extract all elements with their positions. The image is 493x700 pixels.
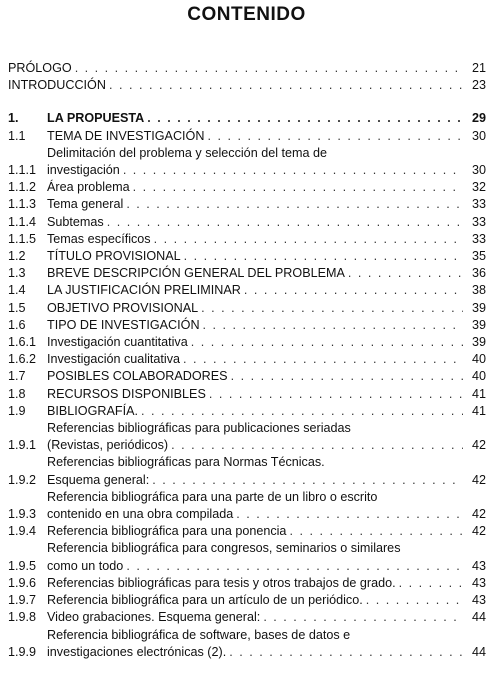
toc-page-number: 33: [471, 214, 486, 229]
toc-entry-number: 1.9.7: [8, 593, 37, 608]
toc-entry-title-line: Referencia bibliográfica para congresos, seminarios o similares: [47, 541, 401, 556]
toc-entry: [8, 300, 486, 317]
toc-entry-title: Tema general: [47, 197, 124, 212]
toc-entry-number: 1.8: [8, 386, 26, 401]
toc-page-number: 43: [471, 558, 486, 573]
leader-dots: [191, 334, 463, 351]
toc-page-number: 36: [471, 266, 486, 281]
leader-dots: [348, 265, 463, 282]
toc-entry-body: [47, 196, 466, 213]
leader-dots: [231, 368, 463, 385]
toc-entry-title: POSIBLES COLABORADORES: [47, 369, 228, 384]
toc-page-number: 40: [471, 369, 486, 384]
toc-entry-number: 1.1.3: [8, 197, 37, 212]
toc-entry-last-line: [47, 265, 466, 282]
table-of-contents: [8, 60, 486, 661]
toc-entry-number: 1.6.2: [8, 352, 37, 367]
toc-entry-last-line: [47, 351, 466, 368]
toc-entry: [8, 282, 486, 299]
toc-entry: [8, 231, 486, 248]
toc-page-number: 40: [471, 352, 486, 367]
toc-entry-number: 1.9.3: [8, 507, 37, 522]
leader-dots: [263, 609, 463, 626]
toc-page-number: 43: [471, 575, 486, 590]
toc-page-number: 38: [471, 283, 486, 298]
toc-page-number: 29: [471, 111, 486, 126]
toc-entry: [8, 627, 486, 661]
toc-page-number: 44: [471, 610, 486, 625]
toc-entry-body: [47, 317, 466, 334]
leader-dots: [123, 162, 463, 179]
toc-entry-number: 1.9.8: [8, 610, 37, 625]
toc-entry-title-line: Delimitación del problema y selección del tema de: [47, 145, 328, 160]
toc-entry-number: 1.1: [8, 128, 26, 143]
toc-entry-body: [47, 248, 466, 265]
leader-dots: [133, 179, 463, 196]
toc-entry-title-line: Referencia bibliográfica para una parte de un libro o escrito: [47, 489, 378, 504]
toc-entry: [8, 403, 486, 420]
toc-entry-body: [47, 231, 466, 248]
leader-dots: [147, 110, 463, 127]
toc-entry-last-line: [47, 437, 466, 454]
toc-entry-body: [47, 300, 466, 317]
leader-dots: [141, 403, 463, 420]
toc-entry-title-line: Referencia bibliográfica de software, bases de datos e: [47, 627, 351, 642]
toc-entry-title: TIPO DE INVESTIGACIÓN: [47, 317, 200, 332]
toc-entry-body: [47, 368, 466, 385]
toc-entry-number: 1.1.5: [8, 231, 37, 246]
toc-entry: [8, 575, 486, 592]
toc-entry-body: [47, 334, 466, 351]
toc-entry-number: 1.1.2: [8, 180, 37, 195]
toc-entry-title: OBJETIVO PROVISIONAL: [47, 300, 199, 315]
toc-entry-title: LA PROPUESTA: [47, 111, 145, 126]
toc-entry-body: [47, 214, 466, 231]
toc-entry-title: (Revistas, periódicos): [47, 438, 169, 453]
toc-entry-last-line: [47, 403, 466, 420]
toc-entry-number: 1.9.2: [8, 472, 37, 487]
leader-dots: [289, 523, 463, 540]
toc-entry-title: RECURSOS DISPONIBLES: [47, 386, 206, 401]
toc-entry-title: INTRODUCCIÓN: [8, 78, 106, 93]
toc-page-number: 39: [471, 300, 486, 315]
toc-entry-last-line: [47, 300, 466, 317]
toc-entry-last-line: [47, 334, 466, 351]
leader-dots: [236, 506, 463, 523]
toc-entry-title: Investigación cuantitativa: [47, 335, 188, 350]
toc-entry-number: 1.6: [8, 317, 26, 332]
toc-entry-number: 1.9.4: [8, 524, 37, 539]
toc-entry-number: 1.5: [8, 300, 26, 315]
toc-entry-number: 1.3: [8, 266, 26, 281]
toc-entry-body: [47, 627, 466, 661]
toc-page-number: 43: [471, 593, 486, 608]
toc-entry: [8, 196, 486, 213]
leader-dots: [183, 351, 463, 368]
leader-dots: [201, 300, 463, 317]
toc-entry-title: Referencia bibliográfica para un artículo de un periódico.: [47, 593, 363, 608]
toc-entry-body: [47, 179, 466, 196]
toc-page-number: 21: [471, 61, 486, 75]
toc-entry-title: contenido en una obra compilada: [47, 507, 234, 522]
toc-entry-title: TÍTULO PROVISIONAL: [47, 249, 181, 264]
toc-entry-body: [47, 386, 466, 403]
toc-page-number: 23: [471, 78, 486, 93]
toc-entry: [8, 523, 486, 540]
section-gap: [8, 94, 486, 110]
toc-entry: [8, 179, 486, 196]
leader-dots: [207, 128, 463, 145]
toc-entry-last-line: [47, 368, 466, 385]
leader-dots: [75, 60, 463, 77]
toc-entry-last-line: [47, 472, 466, 489]
toc-entry-body: [8, 60, 466, 77]
toc-page-number: 33: [471, 197, 486, 212]
toc-entry-title: Investigación cualitativa: [47, 352, 181, 367]
toc-entry-title: TEMA DE INVESTIGACIÓN: [47, 128, 205, 143]
leader-dots: [203, 317, 463, 334]
toc-entry-title: Video grabaciones. Esquema general:: [47, 610, 261, 625]
toc-page-number: 42: [471, 524, 486, 539]
toc-entry-body: [47, 575, 466, 592]
toc-entry-body: [47, 420, 466, 454]
toc-entry: [8, 368, 486, 385]
toc-entry-last-line: [47, 248, 466, 265]
toc-entry-body: [47, 540, 466, 574]
toc-entry-title: BREVE DESCRIPCIÓN GENERAL DEL PROBLEMA: [47, 266, 345, 281]
toc-page-number: 42: [471, 438, 486, 453]
toc-entry-body: [47, 609, 466, 626]
toc-entry-title: Referencia bibliográfica para una ponencia: [47, 524, 287, 539]
toc-entry-number: 1.4: [8, 283, 26, 298]
leader-dots: [399, 575, 463, 592]
toc-entry-number: 1.: [8, 111, 19, 126]
toc-entry: [8, 110, 486, 127]
toc-front-entry: [8, 60, 486, 77]
leader-dots: [126, 196, 463, 213]
toc-entry-last-line: [47, 523, 466, 540]
toc-entry-body: [47, 489, 466, 523]
toc-entry-last-line: [47, 609, 466, 626]
toc-entry-body: [47, 351, 466, 368]
toc-page-number: 41: [471, 386, 486, 401]
toc-entry-number: 1.9.1: [8, 438, 37, 453]
toc-entry: [8, 454, 486, 488]
toc-entry-body: [47, 523, 466, 540]
toc-entry-number: 1.2: [8, 249, 26, 264]
toc-entry: [8, 609, 486, 626]
toc-entry-number: 1.1.1: [8, 163, 37, 178]
toc-page-number: 30: [471, 163, 486, 178]
leader-dots: [244, 282, 463, 299]
toc-entry-body: [47, 403, 466, 420]
leader-dots: [209, 386, 463, 403]
page-title: CONTENIDO: [187, 4, 306, 25]
leader-dots: [107, 214, 463, 231]
toc-page-number: 30: [471, 128, 486, 143]
toc-page-number: 39: [471, 335, 486, 350]
toc-entry-number: 1.7: [8, 369, 26, 384]
leader-dots: [152, 472, 463, 489]
toc-entry-last-line: [47, 592, 466, 609]
toc-entry: [8, 128, 486, 145]
toc-entry-title-line: Referencias bibliográficas para Normas Técnicas.: [47, 455, 325, 470]
toc-entry-body: [47, 145, 466, 179]
toc-entry: [8, 351, 486, 368]
toc-entry-number: 1.6.1: [8, 335, 37, 350]
toc-entry-title-line: Referencias bibliográficas para publicaciones seriadas: [47, 421, 351, 436]
toc-entry: [8, 145, 486, 179]
toc-entry-body: [47, 110, 466, 127]
toc-entry-last-line: [47, 231, 466, 248]
toc-entry-body: [47, 282, 466, 299]
toc-entry-last-line: [8, 60, 466, 77]
leader-dots: [154, 231, 463, 248]
toc-entry-title: Esquema general:: [47, 472, 150, 487]
toc-page-number: 39: [471, 317, 486, 332]
toc-entry-body: [8, 77, 466, 94]
toc-entry: [8, 265, 486, 282]
toc-entry: [8, 592, 486, 609]
toc-entry-number: 1.9.9: [8, 644, 37, 659]
toc-entry-last-line: [47, 282, 466, 299]
leader-dots: [126, 558, 463, 575]
toc-entry-last-line: [47, 644, 466, 661]
toc-entry-body: [47, 265, 466, 282]
leader-dots: [366, 592, 463, 609]
toc-entry: [8, 489, 486, 523]
toc-entry: [8, 334, 486, 351]
toc-entry-number: 1.9.6: [8, 575, 37, 590]
toc-entry-last-line: [47, 575, 466, 592]
toc-page-number: 42: [471, 507, 486, 522]
toc-page-number: 41: [471, 403, 486, 418]
toc-entry-last-line: [47, 506, 466, 523]
toc-entry-title: Área problema: [47, 180, 130, 195]
toc-entry-body: [47, 454, 466, 488]
toc-entry: [8, 540, 486, 574]
toc-entry-number: 1.9: [8, 403, 26, 418]
toc-entry-title: investigaciones electrónicas (2).: [47, 644, 227, 659]
toc-entry-title: Referencias bibliográficas para tesis y otros trabajos de grado.: [47, 575, 396, 590]
toc-entry-title: LA JUSTIFICACIÓN PRELIMINAR: [47, 283, 241, 298]
toc-entry: [8, 420, 486, 454]
toc-page-number: 33: [471, 231, 486, 246]
toc-entry: [8, 386, 486, 403]
toc-entry-body: [47, 592, 466, 609]
toc-entry-title: BIBLIOGRAFÍA.: [47, 403, 138, 418]
toc-entry: [8, 214, 486, 231]
toc-entry-last-line: [47, 214, 466, 231]
toc-entry-number: 1.9.5: [8, 558, 37, 573]
leader-dots: [109, 77, 463, 94]
toc-entry-last-line: [47, 386, 466, 403]
toc-entry-title: investigación: [47, 163, 120, 178]
toc-page-number: 32: [471, 180, 486, 195]
toc-entry-title: PRÓLOGO: [8, 61, 72, 75]
toc-entry-last-line: [8, 77, 466, 94]
toc-entry: [8, 248, 486, 265]
toc-entry-last-line: [47, 162, 466, 179]
toc-entry-title: como un todo: [47, 558, 124, 573]
leader-dots: [171, 437, 463, 454]
toc-entry-last-line: [47, 128, 466, 145]
toc-front-entry: [8, 77, 486, 94]
toc-entry-last-line: [47, 558, 466, 575]
toc-entry-body: [47, 128, 466, 145]
toc-entry-last-line: [47, 179, 466, 196]
toc-entry-title: Temas específicos: [47, 231, 151, 246]
toc-entry-title: Subtemas: [47, 214, 104, 229]
leader-dots: [229, 644, 463, 661]
toc-entry-last-line: [47, 110, 466, 127]
toc-entry-last-line: [47, 317, 466, 334]
toc-entry-number: 1.1.4: [8, 214, 37, 229]
toc-page-number: 42: [471, 472, 486, 487]
toc-page-number: 44: [471, 644, 486, 659]
toc-entry-last-line: [47, 196, 466, 213]
toc-entry: [8, 317, 486, 334]
toc-page-number: 35: [471, 249, 486, 264]
leader-dots: [184, 248, 463, 265]
